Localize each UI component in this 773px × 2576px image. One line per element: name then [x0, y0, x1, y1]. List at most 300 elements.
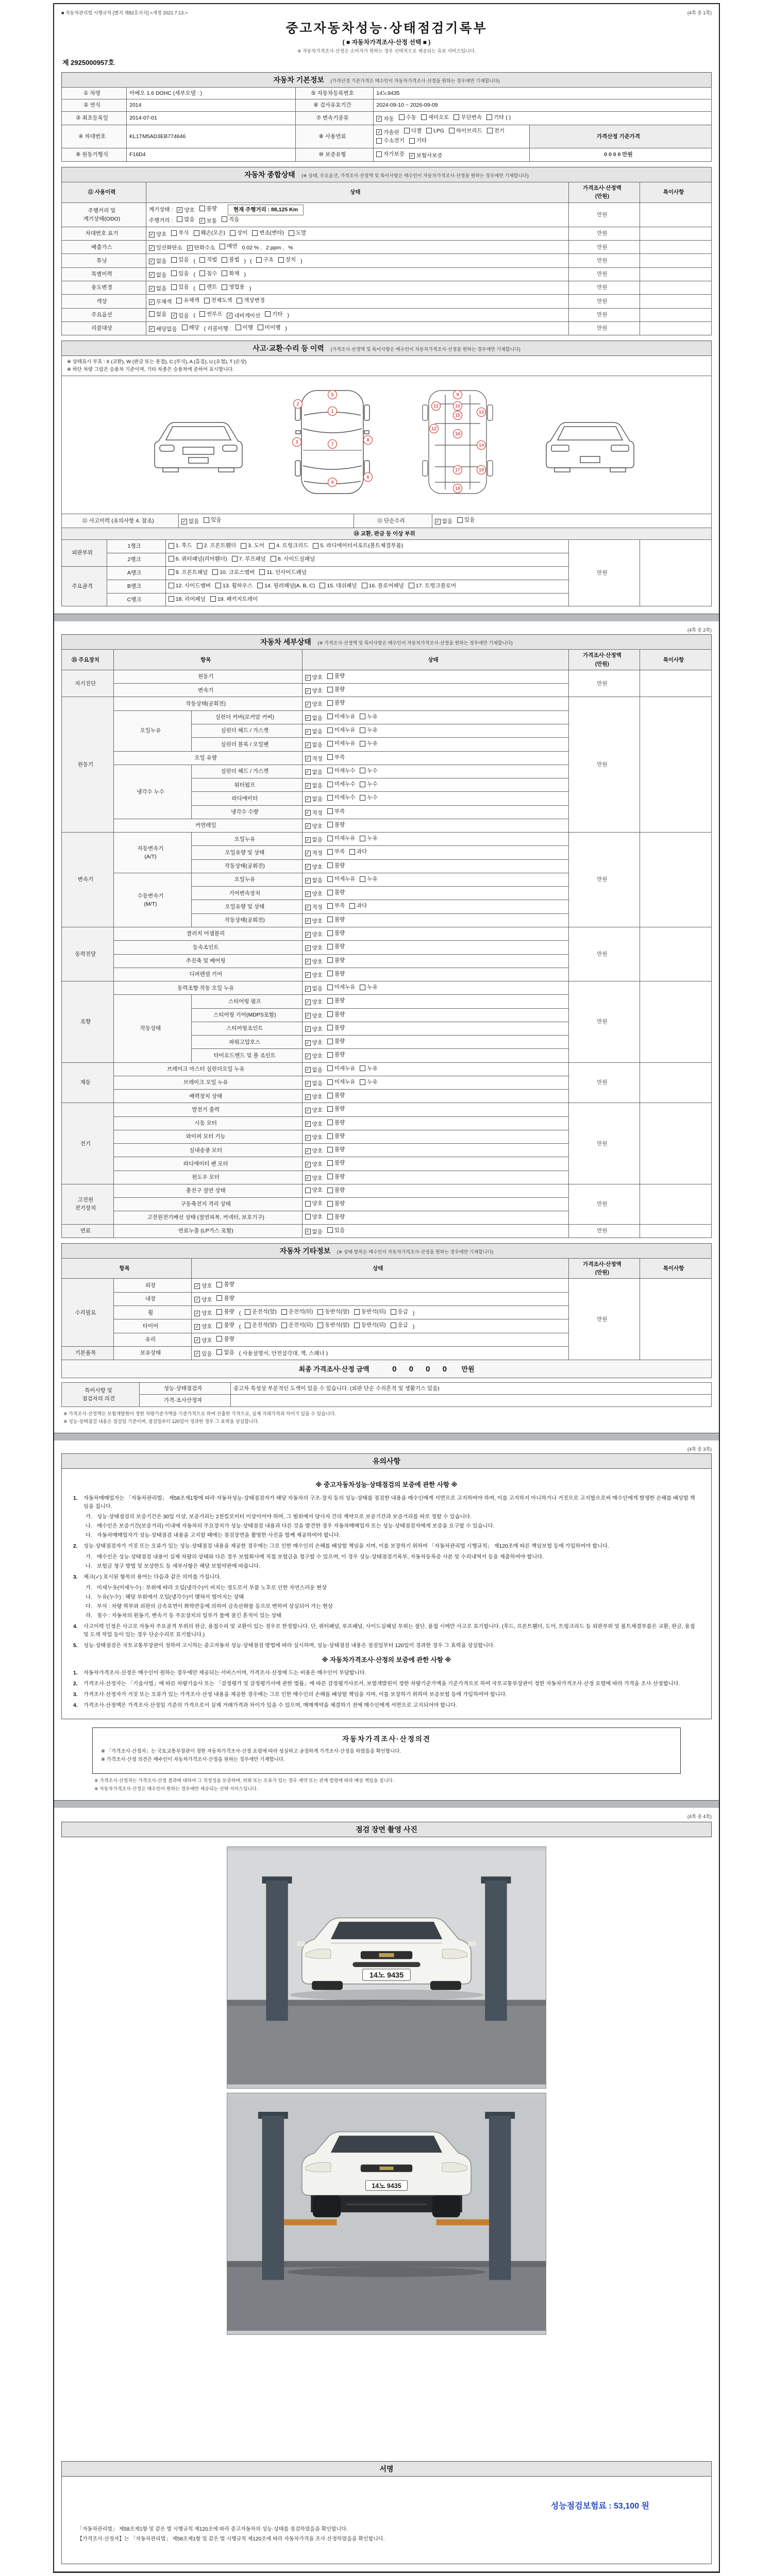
table-row [62, 1062, 712, 1076]
checkbox-label: 없음 [156, 285, 167, 292]
checkbox [169, 541, 192, 550]
checkbox [281, 1308, 313, 1316]
checkbox-box [404, 128, 410, 133]
table-row [62, 650, 712, 670]
checkbox-box: ✓ [306, 1094, 310, 1099]
checkbox [232, 555, 266, 563]
checkbox [199, 256, 217, 264]
cell-text: ( [193, 312, 196, 319]
value-cell [146, 254, 568, 267]
checkbox-box [327, 890, 333, 895]
checkbox-label: 미세누유 [334, 726, 356, 733]
table-row [62, 514, 712, 528]
table-row [62, 1103, 712, 1116]
cell-text: C랭크 [127, 596, 142, 603]
checkbox-label: 매연 [227, 243, 238, 250]
checkbox [354, 1308, 386, 1316]
checkbox-box [212, 569, 218, 575]
checkbox-label: 1. 후드 [175, 542, 192, 549]
cell-text: 만원 [597, 271, 608, 278]
page-marker-4: (4쪽 중 4쪽) [687, 1814, 712, 1819]
page-3 [54, 1440, 719, 1801]
footnote-line: ※ 가격조사·산정액은 보험개발원이 정한 차량기준가액을 기준가격으로 하여 산출한 가격으로, 실제 거래가격과 차이가 있을 수 있습니다. [63, 1411, 336, 1416]
value-cell [192, 1292, 568, 1306]
checkbox-label: 없음 [312, 986, 323, 992]
cell-text: 전기장치 [75, 1205, 96, 1212]
label-cell [62, 148, 127, 161]
checkbox-label: 응급 [397, 1322, 408, 1329]
section-note: (※ 가격조사·산정액 및 특이사항은 매수인이 자동차가격조사·산정을 원하는 경우에만 기재합니다) [317, 640, 513, 646]
checkbox-label: 불량 [334, 1052, 345, 1058]
cell-text: 추진축 및 베어링 [186, 958, 226, 964]
checkbox [354, 1321, 386, 1329]
checkbox-label: 영업용 [229, 283, 245, 290]
label-cell [192, 900, 302, 913]
checkbox [327, 767, 356, 775]
table-row [62, 148, 712, 161]
cell-text: ⑥ 검사유효기간 [313, 102, 351, 109]
cell-text: 오일누유 [234, 876, 256, 883]
checkbox-label: 장치 [285, 257, 296, 263]
checkbox-box [360, 768, 365, 773]
checkbox-box: ✓ [306, 756, 310, 761]
checkbox [327, 1037, 345, 1045]
checkbox [222, 256, 239, 264]
label-cell [192, 724, 302, 737]
group-cell [62, 670, 114, 697]
checkbox-box [256, 257, 262, 263]
checkbox-label: 동반석(뒤) [361, 1309, 386, 1315]
cell-text: 특이사항 및 [85, 1387, 112, 1394]
checkbox [360, 780, 377, 788]
checkbox [327, 1078, 356, 1086]
checkbox-label: 색상변경 [244, 297, 265, 304]
checkbox [360, 767, 377, 775]
cell-text: KL1TM5AD3EB774646 [129, 133, 186, 140]
signature-body [61, 2477, 712, 2564]
price-cell [640, 202, 712, 227]
header-cell [192, 1258, 568, 1279]
checkbox [360, 1078, 377, 1086]
cell-text: 만원 [597, 244, 608, 250]
checkbox [259, 568, 307, 577]
checkbox-label: 동반석(앞) [325, 1322, 350, 1329]
checkbox [327, 1199, 345, 1208]
notice-item [73, 1691, 700, 1699]
checkbox-box [360, 985, 365, 990]
checkbox-box [216, 1309, 222, 1315]
etc-info-table [61, 1258, 712, 1360]
cell-text: 작동상태(공회전) [224, 863, 265, 870]
checkbox-box: ✓ [377, 129, 381, 135]
label-cell [113, 697, 302, 710]
checkbox [177, 215, 194, 224]
cell-text: 가격산정 기준가격 [596, 133, 640, 140]
checkbox-box [376, 138, 382, 144]
checkbox [305, 795, 323, 803]
notice-text: 가격조사·산정자는 「기술사법」에 따른 차량기술사 또는 「감정평가 및 감정평가사에 관한 법률」에 따른 감정평가사로서, 보험개발원이 정한 차량기준가액을 기준가격으로 하여 국토교통부장관이 정한 자동차가격조사·산정 요령에 따라 가격을 조사·산정합니다. [83, 1681, 680, 1687]
price-cell [568, 670, 640, 697]
svg-text:11: 11 [433, 403, 439, 409]
group-cell [62, 1346, 114, 1360]
accident-diagram [64, 379, 709, 508]
checkbox [194, 1282, 212, 1290]
checkbox-label: 없음 [312, 877, 323, 884]
cell-text: 상태 [373, 1265, 383, 1272]
checkbox-box [197, 543, 203, 549]
checkbox-box: ✓ [306, 837, 310, 842]
checkbox [216, 1348, 234, 1357]
checkbox [349, 848, 367, 856]
cell-text: 가격·조사산정자 [163, 1397, 203, 1404]
header-cell [568, 650, 640, 670]
checkbox [327, 916, 345, 924]
value-cell [165, 553, 568, 566]
table-row [62, 670, 712, 683]
checkbox-label: 없음 [188, 518, 199, 525]
checkbox-box [232, 556, 238, 562]
value-cell [178, 514, 354, 528]
checkbox [236, 324, 253, 332]
label-cell [62, 321, 146, 335]
table-row [62, 241, 712, 254]
cell-text: ) [287, 312, 289, 319]
notice-item [86, 1612, 700, 1620]
checkbox [305, 917, 323, 925]
cell-text: 브레이크 마스터 실린더오일 누유 [166, 1066, 245, 1073]
checkbox [281, 1321, 313, 1329]
checkbox [305, 727, 323, 736]
cell-text: 실내송풍 모터 [189, 1147, 223, 1154]
checkbox-box [215, 583, 221, 588]
price-cell [568, 1062, 640, 1103]
notice-number: 2. [73, 1544, 78, 1550]
checkbox [305, 903, 323, 911]
svg-text:4: 4 [331, 480, 334, 485]
checkbox-box [327, 836, 333, 841]
checkbox-box: ✓ [435, 519, 440, 524]
checkbox-label: 11. 인사이드패널 [266, 569, 307, 575]
value-cell [302, 833, 568, 846]
checkbox-label: 적정 [312, 755, 323, 762]
license-plate-number: 14노 9435 [369, 1971, 404, 1980]
group-cell [62, 1062, 114, 1103]
legal-line: 「자동차관리법」 제58조제1항 및 같은 법 시행규칙 제120조에 따라 중고자동차의 성능·상태를 점검하였음을 확인합니다. [77, 2527, 348, 2532]
label-cell [113, 710, 191, 751]
checkbox [289, 229, 306, 237]
label-cell [113, 1292, 191, 1306]
checkbox-label: 불량 [334, 1092, 345, 1099]
checkbox-box [171, 230, 177, 236]
cell-text: 라디에이터 팬 모터 [183, 1160, 228, 1167]
checkbox-label: 누수 [367, 794, 378, 801]
checkbox [194, 1296, 212, 1304]
notice-heading: ※ 자동차가격조사·산정의 보증에 관한 사항 ※ [322, 1656, 451, 1664]
checkbox-label: 기타 [272, 311, 283, 317]
group-cell [62, 927, 114, 981]
checkbox-label: 불량 [334, 889, 345, 896]
cell-text: 실린더 커버(로커암 커버) [215, 714, 274, 721]
cell-text: 가격조사·산정액 [583, 1261, 621, 1267]
value-cell [302, 724, 568, 737]
document-title: 중고자동차성능·상태점검기록부 [285, 21, 488, 36]
cell-text: A랭크 [127, 570, 142, 577]
cell-text: F16D4 [129, 151, 146, 158]
checkbox [376, 115, 394, 123]
checkbox-box [457, 517, 463, 523]
checkbox-box [327, 768, 333, 773]
checkbox-box [171, 270, 177, 276]
label-cell [192, 1049, 302, 1062]
checkbox-box [245, 1323, 250, 1328]
group-cell [62, 539, 107, 566]
checkbox-box: ✓ [306, 674, 310, 680]
checkbox-label: 미이행 [264, 324, 281, 331]
price-cell [640, 1224, 712, 1238]
table-row [62, 99, 712, 111]
checkbox [252, 229, 284, 237]
section-title: 자동차 기본정보 [273, 76, 324, 84]
detail-condition-table [61, 649, 712, 1238]
footnote-line: ※ 가격조사·산정자는 가격조사·산정 결과에 대하여 그 적정성을 보증하며, 허위 또는 오류가 있는 경우 계약 또는 관계 법령에 따라 배상 책임을 집니다. [94, 1778, 394, 1784]
checkbox-box [257, 583, 263, 588]
label-cell [192, 792, 302, 805]
checkbox [187, 244, 215, 252]
checkbox-box [327, 1120, 333, 1125]
cell-text: 시동 모터 [194, 1120, 217, 1127]
label-cell [107, 580, 165, 593]
car-windshield [331, 1922, 442, 1939]
label-cell [192, 1022, 302, 1035]
notice-number: 라. [86, 1613, 92, 1619]
value-cell [302, 968, 568, 981]
checkbox [409, 137, 427, 145]
cell-text: 가격조사·산정액 [583, 652, 621, 659]
checkbox-box [327, 1133, 333, 1139]
group-cell [62, 1279, 114, 1346]
checkbox-box [176, 298, 182, 303]
checkbox-box [281, 1323, 287, 1328]
checkbox-label: 보험사보증 [416, 152, 443, 159]
cell-text: ( [239, 1310, 241, 1316]
checkbox [327, 1159, 345, 1167]
section-title: 사고·교환·수리 등 이력 [253, 344, 324, 353]
value-cell [302, 846, 568, 859]
value-cell [302, 887, 568, 900]
checkbox [376, 128, 399, 137]
checkbox-box [426, 128, 432, 133]
checkbox-box [327, 1188, 333, 1193]
notice-text: 매수인은 성능·상태점검 내용이 실제 차량의 상태와 다른 경우 보험회사에 직접 보험금을 청구할 수 있으며, 이 경우 성능·상태점검기록부, 자동차등록증 사본 및 수리내역서 등을 제출하여야 합니다. [97, 1554, 544, 1561]
checkbox-label: 전기 [494, 127, 505, 134]
checkbox-label: 응급 [397, 1309, 408, 1315]
table-row [62, 1258, 712, 1279]
document-subnote: ※ 자동차가격조사·산정은 소비자가 원하는 경우 선택적으로 제공되는 유료 서비스입니다. [297, 48, 476, 54]
label-cell [295, 88, 373, 99]
checkbox [360, 726, 377, 734]
cell-text: ③ 최초등록일 [76, 115, 109, 122]
valuation-opinion-line: ※ 「가격조사·산정자」는 국토교통부장관이 정한 자동차가격조사·산정 요령에 따라 성실하고 공정하게 가격조사·산정을 하였음을 확인합니다. [101, 1749, 401, 1755]
checkbox-box: ✓ [306, 999, 310, 1005]
checkbox-label: 미세누유 [334, 740, 356, 747]
cell-text: 주행거리 및 [88, 207, 116, 214]
value-cell [192, 1346, 568, 1360]
checkbox-box [360, 714, 365, 719]
checkbox-box [360, 727, 365, 733]
svg-text:5: 5 [331, 392, 334, 398]
label-cell [113, 968, 302, 981]
checkbox-box: ✓ [149, 299, 154, 304]
checkbox-box: ✓ [306, 1053, 310, 1059]
header-cell [62, 1258, 192, 1279]
cell-text: ⑧ 사용연료 [318, 133, 346, 140]
notice-item [86, 1532, 700, 1540]
cell-text: 특이사항 [663, 189, 684, 196]
label-cell [113, 1116, 302, 1130]
checkbox-label: 불량 [334, 997, 345, 1004]
label-cell [295, 99, 373, 111]
cell-text: 윈도우 모터 [192, 1174, 220, 1181]
checkbox [327, 1173, 345, 1181]
page2-footnotes [61, 1410, 712, 1426]
checkbox-box [265, 311, 271, 317]
table-row [62, 528, 712, 539]
checkbox [305, 1066, 323, 1074]
checkbox-box [281, 1309, 287, 1315]
checkbox-box [171, 257, 177, 263]
basic-info-table [61, 87, 712, 162]
checkbox-label: 양호 [312, 1040, 323, 1046]
price-cell [640, 267, 712, 281]
svg-text:16: 16 [455, 431, 461, 437]
checkbox [360, 713, 377, 721]
label-cell [192, 1036, 302, 1049]
checkbox [305, 673, 323, 682]
checkbox [435, 517, 452, 526]
checkbox-box: ✓ [306, 918, 310, 924]
checkbox-box: ✓ [306, 1108, 310, 1113]
checkbox-box [409, 583, 414, 588]
cell-text: 만원 [597, 1140, 608, 1147]
checkbox-box [199, 311, 205, 317]
checkbox-label: 양호 [312, 674, 323, 681]
label-cell [295, 148, 373, 161]
checkbox-box [360, 782, 365, 787]
checkbox-label: 불량 [334, 1187, 345, 1194]
checkbox-box [349, 849, 355, 855]
label-cell [62, 514, 179, 528]
checkbox-label: 동반석(뒤) [361, 1322, 386, 1329]
checkbox [327, 1010, 345, 1019]
checkbox [327, 942, 345, 951]
cell-text: 주요옵션 [91, 312, 112, 318]
notice-number: 1. [73, 1495, 78, 1501]
checkbox [360, 793, 377, 802]
section-title: 자동차 세부상태 [260, 638, 311, 647]
cell-text: 와이퍼 모터 기능 [186, 1133, 226, 1140]
group-cell [62, 1383, 140, 1407]
checkbox-box [236, 325, 241, 330]
checkbox [317, 1308, 349, 1316]
car-front-view [155, 422, 242, 472]
cell-text: 차대번호 표기 [85, 230, 119, 237]
checkbox-box [327, 700, 333, 706]
inspector-opinion-table [61, 1382, 712, 1407]
label-cell [62, 295, 146, 308]
value-cell [302, 697, 568, 710]
checkbox [149, 244, 182, 252]
cell-text: ⑬ 단순수리 [377, 517, 405, 524]
checkbox-box [169, 569, 174, 575]
svg-text:3: 3 [295, 439, 298, 445]
checkbox-label: 적법 [207, 257, 217, 263]
cell-text: 타이로드엔드 및 볼 조인트 [213, 1052, 276, 1059]
section-title: 자동차 종합상태 [244, 171, 295, 179]
value-cell [302, 1116, 568, 1130]
cell-text: 동력조향 작동 오일 누유 [177, 985, 234, 991]
checkbox [376, 150, 405, 158]
checkbox-box [360, 1079, 365, 1085]
status-code-legend [61, 356, 712, 376]
header-cell [146, 182, 568, 203]
page-marker-1: (4쪽 중 1쪽) [687, 10, 712, 15]
cell-text: ⑦ 변속기종류 [316, 115, 349, 122]
checkbox-box [327, 944, 333, 950]
checkbox-label: 있음 [464, 517, 475, 523]
checkbox-box [360, 795, 365, 801]
price-cell [568, 1103, 640, 1184]
checkbox-label: 해당 [189, 324, 199, 331]
label-cell [192, 913, 302, 927]
checkbox-box: ✓ [306, 1080, 310, 1086]
label-cell [192, 873, 302, 886]
header-cell [568, 182, 640, 203]
value-cell [374, 88, 712, 99]
price-cell [568, 1279, 640, 1360]
cell-text: 구동축전지 격리 상태 [180, 1201, 231, 1208]
checkbox [257, 582, 315, 590]
label-cell [107, 593, 165, 606]
checkbox-box [182, 325, 188, 330]
checkbox-label: 없음 [312, 742, 323, 749]
page-marker-3: (4쪽 중 3쪽) [687, 1447, 712, 1452]
value-cell [302, 1144, 568, 1157]
checkbox-box [327, 1011, 333, 1017]
checkbox-label: 양호 [312, 1148, 323, 1155]
checkbox-box: ✓ [306, 1229, 310, 1234]
label-cell [113, 751, 302, 765]
checkbox-box: ✓ [188, 245, 192, 250]
cell-text: ( [250, 258, 252, 265]
cell-text: 냉각수 수량 [231, 809, 259, 816]
checkbox-box [360, 741, 365, 747]
cell-text: 배출가스 [91, 244, 112, 250]
checkbox-label: 있음 [178, 270, 189, 277]
checkbox [305, 863, 323, 871]
checkbox [216, 1280, 234, 1289]
cell-text: ( 사용설명서, 안전삼각대, 잭, 스패너 ) [239, 1350, 328, 1357]
checkbox-label: 불량 [224, 1335, 234, 1342]
checkbox-box [327, 1201, 333, 1207]
checkbox-label: 양호 [312, 1200, 323, 1207]
label-cell [113, 941, 302, 954]
value-cell [230, 1383, 711, 1395]
value-cell [146, 308, 568, 321]
checkbox-box [278, 257, 284, 263]
checkbox [457, 516, 475, 524]
cell-text: 만원 [597, 876, 608, 883]
car-windshield [331, 2136, 442, 2153]
